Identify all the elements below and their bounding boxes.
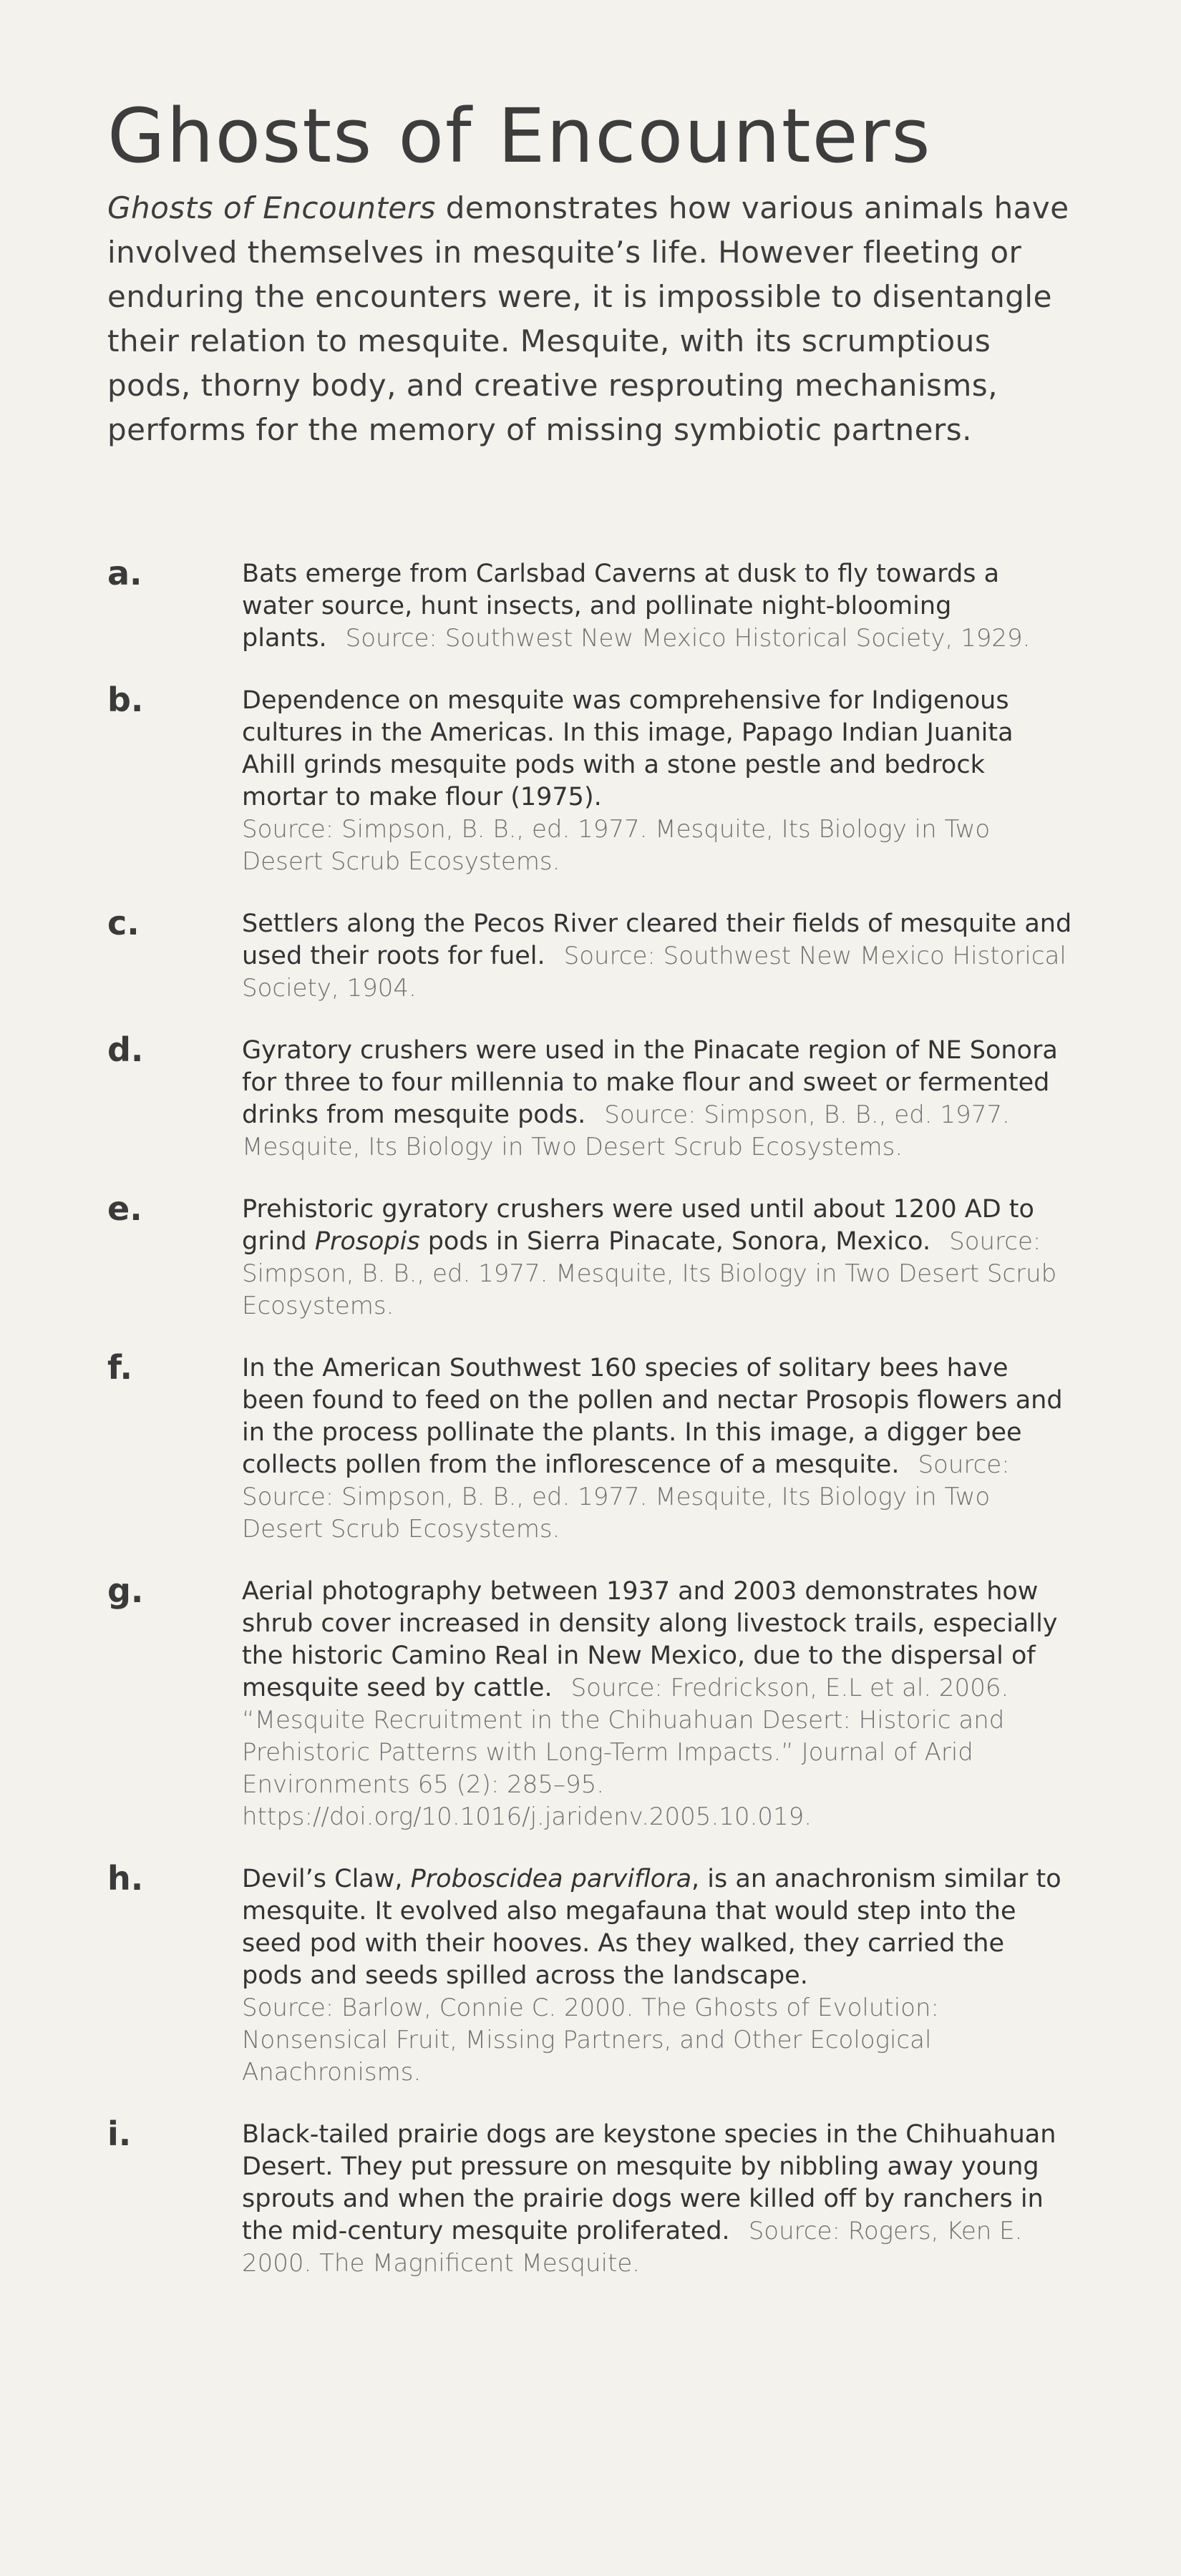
document-page xyxy=(107,86,1074,2278)
entry-body xyxy=(242,1194,1072,1322)
entry-text: Settlers along the Pecos River cleared their fields of mesquite and used their roots for fuel. xyxy=(242,909,1072,970)
intro-italic-title: Ghosts of Encounters xyxy=(107,190,436,225)
intro-paragraph xyxy=(107,186,1070,452)
entry-letter: a. xyxy=(107,554,142,592)
entry-source: Source: Southwest New Mexico Historical Society, 1929. xyxy=(345,624,1031,653)
entry-text: , is an anachronism similar to mesquite. It evolved also megafauna that would step into the seed pod with their hooves. As they walked, they carried the pods and seeds spilled across the landscape. xyxy=(242,1865,1061,1990)
entry-body xyxy=(242,685,1072,878)
entry-body xyxy=(242,2119,1072,2280)
entry-italic-text: Prosopis xyxy=(314,1227,420,1256)
entry-source: Source: Simpson, B. B., ed. 1977. Mesquite, Its Biology in Two Desert Scrub Ecosystems. xyxy=(242,815,991,876)
entry-letter: i. xyxy=(107,2114,132,2153)
entry-text: Devil’s Claw, xyxy=(242,1865,411,1893)
entry-body xyxy=(242,1035,1072,1163)
entry-body xyxy=(242,558,1072,655)
entry-source: Source: Southwest New Mexico Historical Society, 1904. xyxy=(242,942,1066,1002)
entry-i xyxy=(107,2114,1074,2280)
entry-text: Prehistoric gyratory crushers were used until about 1200 AD to grind xyxy=(242,1195,1034,1256)
entry-text: Black-tailed prairie dogs are keystone species in the Chihuahuan Desert. They put pressure on mesquite by nibbling away young sprouts and when the prairie dogs were killed off by ranchers in the mid-century mesquite proliferated. xyxy=(242,2120,1056,2245)
entry-source: Source: Simpson, B. B., ed. 1977. Mesquite, Its Biology in Two Desert Scrub Ecosystems. xyxy=(242,1101,1010,1161)
entry-source: Source: Rogers, Ken E. 2000. The Magnificent Mesquite. xyxy=(242,2217,1023,2278)
entry-text: pods in Sierra Pinacate, Sonora, Mexico. xyxy=(419,1227,931,1256)
entry-body xyxy=(242,908,1072,1005)
entry-g xyxy=(107,1571,1074,1833)
entry-d xyxy=(107,1030,1074,1163)
entry-letter: f. xyxy=(107,1348,132,1387)
entry-text: In the American Southwest 160 species of solitary bees have been found to feed on the pollen and nectar Prosopis flowers and in the process pollinate the plants. In this image, a digger bee collects pollen from the inflorescence of a mesquite. xyxy=(242,1354,1063,1479)
entry-letter: h. xyxy=(107,1859,144,1898)
entry-letter: d. xyxy=(107,1030,144,1069)
entry-italic-text: Proboscidea parviflora xyxy=(410,1865,692,1893)
page-title: Ghosts of Encounters xyxy=(107,92,932,180)
entry-letter: g. xyxy=(107,1571,144,1610)
entry-letter: b. xyxy=(107,680,144,719)
entry-h xyxy=(107,1859,1074,2089)
entry-text: Gyratory crushers were used in the Pinacate region of NE Sonora for three to four millennia to make flour and sweet or fermented drinks from mesquite pods. xyxy=(242,1036,1058,1129)
entry-source: Source: Barlow, Connie C. 2000. The Ghosts of Evolution: Nonsensical Fruit, Missing Partners, and Other Ecological Anachronisms. xyxy=(242,1994,939,2087)
entry-text: Aerial photography between 1937 and 2003 demonstrates how shrub cover increased in density along livestock trails, especially the historic Camino Real in New Mexico, due to the dispersal of mesquite seed by cattle. xyxy=(242,1577,1058,1702)
entry-body xyxy=(242,1576,1072,1833)
entry-body xyxy=(242,1863,1072,2089)
entry-body xyxy=(242,1352,1072,1546)
entry-f xyxy=(107,1348,1074,1546)
entry-source: Source: Simpson, B. B., ed. 1977. Mesquite, Its Biology in Two Desert Scrub Ecosystems. xyxy=(242,1227,1057,1320)
entry-a xyxy=(107,554,1074,655)
entry-e xyxy=(107,1189,1074,1322)
entry-letter: e. xyxy=(107,1189,142,1228)
entry-text: Dependence on mesquite was comprehensive for Indigenous cultures in the Americas. In this image, Papago Indian Juanita Ahill grinds mesquite pods with a stone pestle and bedrock mortar to make flour (1975). xyxy=(242,686,1014,811)
entry-source: Source: Source: Simpson, B. B., ed. 1977. Mesquite, Its Biology in Two Desert Scrub Ecosystems. xyxy=(242,1450,1010,1543)
entry-b xyxy=(107,680,1074,878)
intro-text: demonstrates how various animals have involved themselves in mesquite’s life. However fleeting or enduring the encounters were, it is impossible to disentangle their relation to mesquite. Mesquite, with its scrumptious pods, thorny body, and creative resprouting mechanisms, performs for the memory of missing symbiotic partners. xyxy=(107,190,1069,447)
entry-c xyxy=(107,904,1074,1005)
entry-text: Bats emerge from Carlsbad Caverns at dusk to fly towards a water source, hunt insects, and pollinate night-blooming plants. xyxy=(242,560,1000,653)
entry-source: Source: Fredrickson, E.L et al. 2006. “Mesquite Recruitment in the Chihuahuan Desert: Historic and Prehistoric Patterns with Long-Term Impacts.” Journal of Arid Environments 65 (2): 285–95. https://doi.org/10.1016/j.jaridenv.2005.10.019. xyxy=(242,1674,1009,1831)
entry-letter: c. xyxy=(107,904,140,942)
entries-list xyxy=(107,554,1074,2310)
